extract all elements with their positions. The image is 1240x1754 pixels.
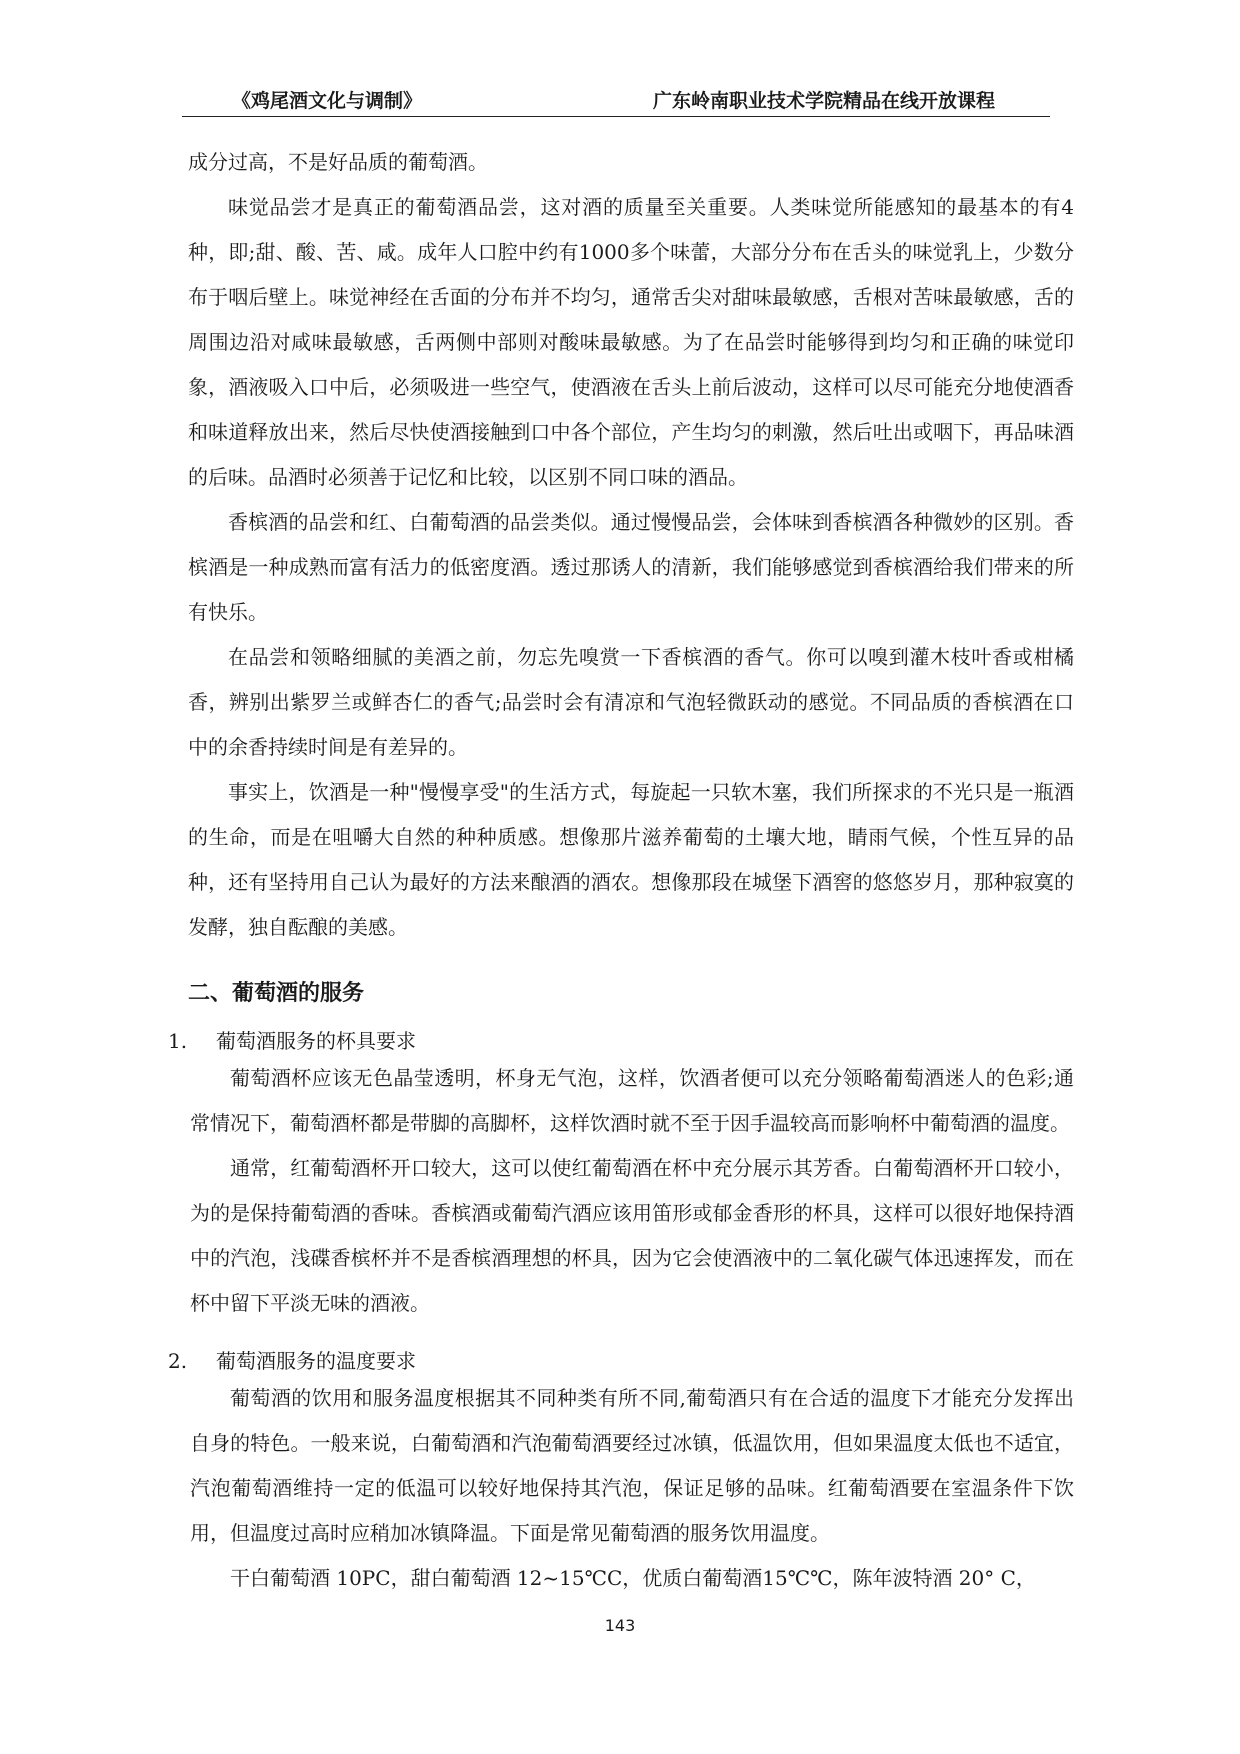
section-heading: 二、葡萄酒的服务 bbox=[188, 981, 365, 1006]
paragraph: 干白葡萄酒 10PC，甜白葡萄酒 12~15℃C，优质白葡萄酒15℃℃，陈年波特酒 20° C， bbox=[230, 1566, 1036, 1590]
paragraph: 成分过高，不是好品质的葡萄酒。 bbox=[188, 150, 488, 174]
paragraph: 味觉品尝才是真正的葡萄酒品尝，这对酒的质量至关重要。人类味觉所能感知的最基本的有4种，即;甜、酸、苦、咸。成年人口腔中约有1000多个味蕾，大部分分布在舌头的味觉乳上，少数分布于咽后壁上。味觉神经在舌面的分布并不均匀，通常舌尖对甜味最敏感，舌根对苦味最敏感，舌的周围边沿对咸味最敏感，舌两侧中部则对酸味最敏感。为了在品尝时能够得到均匀和正确的味觉印象，酒液吸入口中后，必须吸进一些空气，使酒液在舌头上前后波动，这样可以尽可能充分地使酒香和味道释放出来，然后尽快使酒接触到口中各个部位，产生均匀的刺激，然后吐出或咽下，再品味酒的后味。品酒时必须善于记忆和比较，以区别不同口味的酒品。 bbox=[188, 195, 1074, 489]
list-item-label: 葡萄酒服务的温度要求 bbox=[216, 1349, 416, 1373]
paragraph: 通常，红葡萄酒杯开口较大，这可以使红葡萄酒在杯中充分展示其芳香。白葡萄酒杯开口较小，为的是保持葡萄酒的香味。香槟酒或葡萄汽酒应该用笛形或郁金香形的杯具，这样可以很好地保持酒中的汽泡，浅碟香槟杯并不是香槟酒理想的杯具，因为它会使酒液中的二氧化碳气体迅速挥发，而在杯中留下平淡无味的酒液。 bbox=[190, 1156, 1074, 1315]
header-course-title: 《鸡尾酒文化与调制》 bbox=[232, 90, 423, 112]
paragraph: 在品尝和领略细腻的美酒之前，勿忘先嗅赏一下香槟酒的香气。你可以嗅到灌木枝叶香或柑橘香，辨别出紫罗兰或鲜杏仁的香气;品尝时会有清凉和气泡轻微跃动的感觉。不同品质的香槟酒在口中的余香持续时间是有差异的。 bbox=[188, 645, 1074, 759]
page-body bbox=[168, 140, 1074, 1601]
list-item-label: 葡萄酒服务的杯具要求 bbox=[216, 1029, 416, 1053]
paragraph: 葡萄酒的饮用和服务温度根据其不同种类有所不同,葡萄酒只有在合适的温度下才能充分发挥出自身的特色。一般来说，白葡萄酒和汽泡葡萄酒要经过冰镇，低温饮用，但如果温度太低也不适宜，汽泡葡萄酒维持一定的低温可以较好地保持其汽泡，保证足够的品味。红葡萄酒要在室温条件下饮用，但温度过高时应稍加冰镇降温。下面是常见葡萄酒的服务饮用温度。 bbox=[190, 1386, 1074, 1545]
page-header bbox=[182, 86, 1050, 117]
page-number: 143 bbox=[604, 1616, 636, 1635]
list-item-title bbox=[168, 1346, 1074, 1376]
list-item-number: 1. bbox=[168, 1029, 188, 1053]
paragraph: 香槟酒的品尝和红、白葡萄酒的品尝类似。通过慢慢品尝，会体味到香槟酒各种微妙的区别。香槟酒是一种成熟而富有活力的低密度酒。透过那诱人的清新，我们能够感觉到香槟酒给我们带来的所有快乐。 bbox=[188, 510, 1074, 624]
header-institution: 广东岭南职业技术学院精品在线开放课程 bbox=[652, 90, 995, 112]
paragraph: 事实上，饮酒是一种"慢慢享受"的生活方式，每旋起一只软木塞，我们所探求的不光只是一瓶酒的生命，而是在咀嚼大自然的种种质感。想像那片滋养葡萄的土壤大地，睛雨气候，个性互异的品种，还有坚持用自己认为最好的方法来酿酒的酒农。想像那段在城堡下酒窖的悠悠岁月，那种寂寞的发酵，独自酝酿的美感。 bbox=[188, 780, 1074, 939]
list-item-title bbox=[168, 1026, 1074, 1056]
paragraph: 葡萄酒杯应该无色晶莹透明，杯身无气泡，这样，饮酒者便可以充分领略葡萄酒迷人的色彩;通常情况下，葡萄酒杯都是带脚的高脚杯，这样饮酒时就不至于因手温较高而影响杯中葡萄酒的温度。 bbox=[190, 1066, 1074, 1135]
list-item-number: 2. bbox=[168, 1349, 188, 1373]
